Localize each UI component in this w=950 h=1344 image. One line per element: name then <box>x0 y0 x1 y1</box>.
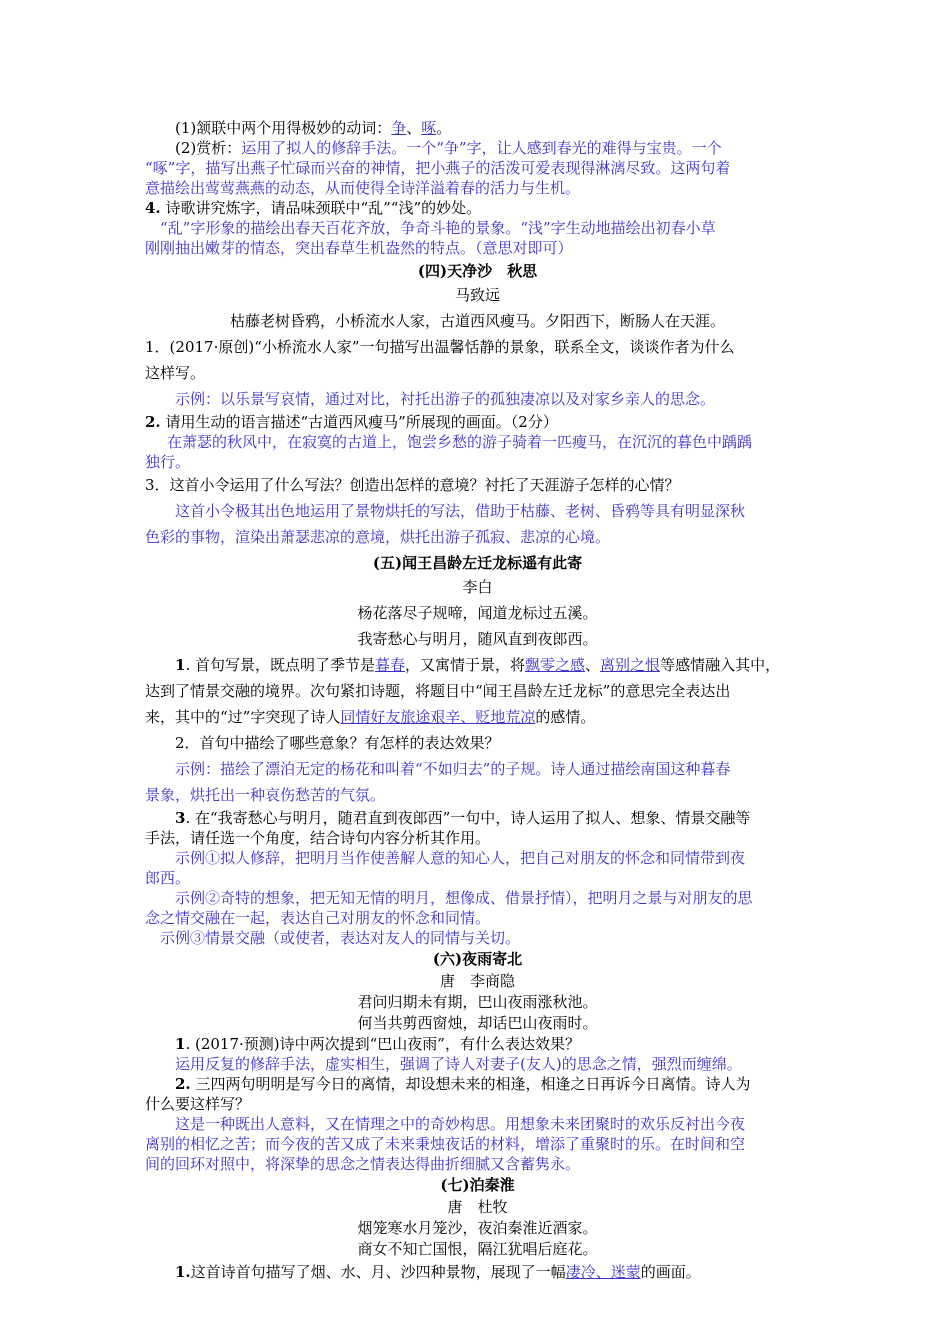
question-number: 2. <box>145 413 161 431</box>
separator: 、 <box>406 119 422 137</box>
poem-line: 商女不知亡国恨，隔江犹唱后庭花。 <box>357 1240 598 1258</box>
question-text <box>145 704 810 730</box>
answer-blank: 暮春 <box>374 656 405 674</box>
question-text: . (2017·预测)诗中两次提到“巴山夜雨”，有什么表达效果？ <box>185 1035 580 1053</box>
question-text: . 首句写景，既点明了季节是 <box>185 656 375 674</box>
answer-line: 独行。 <box>145 453 191 471</box>
answer-blank: 同情好友旅途艰辛、贬地荒凉 <box>340 708 536 726</box>
answer-line: “啄”字，描写出燕子忙碌而兴奋的神情，把小燕子的活泼可爱表现得淋漓尽致。这两句着 <box>145 159 731 177</box>
question-text: . 在“我寄愁心与明月，随君直到夜郎西”一句中，诗人运用了拟人、想象、情景交融等 <box>185 809 751 827</box>
question-text <box>145 1260 810 1284</box>
poem-author: 马致远 <box>454 286 500 304</box>
answer-text: 运用了拟人的修辞手法。一个“争”字，让人感到春光的难得与宝贵。一个 <box>241 139 722 157</box>
question-text: 等感情融入其中， <box>660 656 781 674</box>
question-4 <box>145 198 810 218</box>
question-text <box>145 652 810 678</box>
answer-line: 示例：以乐景写哀情，通过对比，衬托出游子的孤独凄凉以及对家乡亲人的思念。 <box>175 390 716 408</box>
question-number: 3 <box>175 809 186 827</box>
section-title: (六)夜雨寄北 <box>432 950 523 968</box>
question-text: 这样写。 <box>145 364 206 382</box>
answer-blank: 凄冷、迷蒙 <box>565 1263 641 1281</box>
document-page <box>145 118 810 1284</box>
poem-author: 李白 <box>462 578 493 596</box>
section-title: (五)闻王昌龄左迁龙标遥有此寄 <box>372 554 583 572</box>
question-text <box>145 1034 810 1054</box>
poem-line: 君问归期未有期，巴山夜雨涨秋池。 <box>357 993 598 1011</box>
poem-line: 杨花落尽子规啼，闻道龙标过五溪。 <box>357 604 598 622</box>
answer-verb-1: 争 <box>391 119 407 137</box>
question-text: 2．首句中描绘了哪些意象？有怎样的表达效果？ <box>175 734 500 752</box>
poem-text: 枯藤老树昏鸦，小桥流水人家，古道西风瘦马。夕阳西下，断肠人在天涯。 <box>229 312 725 330</box>
question-number: 1. <box>175 1263 191 1281</box>
answer-line: 念之情交融在一起，表达自己对朋友的怀念和同情。 <box>145 909 491 927</box>
question-text <box>145 808 810 828</box>
answer-line: 在萧瑟的秋风中，在寂寞的古道上，饱尝乡愁的游子骑着一匹瘦马，在沉沉的暮色中踽踽 <box>167 433 753 451</box>
answer-line: 意描绘出莺莺燕燕的动态，从而使得全诗洋溢着春的活力与生机。 <box>145 179 581 197</box>
answer-line: 示例：描绘了漂泊无定的杨花和叫着“不如归去”的子规。诗人通过描绘南国这种暮春 <box>175 760 731 778</box>
question-number: 1 <box>175 1035 186 1053</box>
question-3-1 <box>145 118 810 138</box>
question-text: 诗歌讲究炼字，请品味颈联中“乱”“浅”的妙处。 <box>160 199 482 217</box>
question-text: 来，其中的“过”字突现了诗人 <box>145 708 341 726</box>
answer-line: 刚刚抽出嫩芽的情态，突出春草生机盎然的特点。（意思对即可） <box>145 239 573 257</box>
section-title: (四)天净沙 秋思 <box>417 262 538 280</box>
question-text: 手法，请任选一个角度，结合诗句内容分析其作用。 <box>145 829 491 847</box>
question-text: 什么要这样写？ <box>145 1095 251 1113</box>
question-text: 的感情。 <box>535 708 596 726</box>
separator: 、 <box>585 656 601 674</box>
answer-blank: 飘零之感 <box>525 656 586 674</box>
question-text <box>145 1074 810 1094</box>
poem-author: 唐 李商隐 <box>439 972 515 990</box>
question-text: 的画面。 <box>640 1263 701 1281</box>
question-text: 请用生动的语言描述“古道西风瘦马”所展现的画面。（2分） <box>160 413 558 431</box>
question-label: (2)赏析： <box>175 139 242 157</box>
question-text: 达到了情景交融的境界。次句紧扣诗题，将题目中“闻王昌龄左迁龙标”的意思完全表达出 <box>145 682 731 700</box>
answer-line: 示例③情景交融（或使者，表达对友人的同情与关切。 <box>160 929 521 947</box>
question-text: 1．(2017·原创)“小桥流水人家”一句描写出温馨恬静的景象，联系全文，谈谈作者为什么 <box>145 338 735 356</box>
answer-line: 色彩的事物，渲染出萧瑟悲凉的意境，烘托出游子孤寂、悲凉的心境。 <box>145 528 611 546</box>
question-text: 3．这首小令运用了什么写法？创造出怎样的意境？衬托了天涯游子怎样的心情？ <box>145 476 680 494</box>
question-3-2 <box>145 138 810 158</box>
answer-blank: 离别之恨 <box>600 656 661 674</box>
question-number: 2. <box>175 1075 191 1093</box>
answer-line: 示例①拟人修辞，把明月当作使善解人意的知心人，把自己对朋友的怀念和同情带到夜 <box>175 849 746 867</box>
answer-verb-2: 啄 <box>421 119 437 137</box>
question-number: 4. <box>145 199 161 217</box>
answer-line: 景象，烘托出一种哀伤愁苦的气氛。 <box>145 786 386 804</box>
answer-line: 运用反复的修辞手法，虚实相生，强调了诗人对妻子(友人)的思念之情，强烈而缠绵。 <box>175 1055 742 1073</box>
answer-line: “乱”字形象的描绘出春天百花齐放，争奇斗艳的景象。“浅”字生动地描绘出初春小草 <box>160 219 716 237</box>
question-text: 这首诗首句描写了烟、水、月、沙四种景物，展现了一幅 <box>190 1263 566 1281</box>
answer-line: 这是一种既出人意料，又在情理之中的奇妙构思。用想象未来团聚时的欢乐反衬出今夜 <box>175 1115 746 1133</box>
section-title: (七)泊秦淮 <box>440 1176 515 1194</box>
poem-line: 我寄愁心与明月，随风直到夜郎西。 <box>357 630 598 648</box>
answer-line: 间的回环对照中，将深挚的思念之情表达得曲折细腻又含蓄隽永。 <box>145 1155 581 1173</box>
question-number: 1 <box>175 656 186 674</box>
poem-line: 何当共剪西窗烛，却话巴山夜雨时。 <box>357 1014 598 1032</box>
punctuation: 。 <box>436 119 452 137</box>
question-text: ，又寓情于景，将 <box>405 656 526 674</box>
poem-author: 唐 杜牧 <box>447 1198 508 1216</box>
answer-line: 离别的相忆之苦；而今夜的苦又成了未来秉烛夜话的材料，增添了重聚时的乐。在时间和空 <box>145 1135 746 1153</box>
question-label: (1)颔联中两个用得极妙的动词： <box>175 119 392 137</box>
question-text <box>145 412 810 432</box>
answer-line: 郎西。 <box>145 869 191 887</box>
poem-line: 烟笼寒水月笼沙，夜泊秦淮近酒家。 <box>357 1219 598 1237</box>
answer-line: 这首小令极其出色地运用了景物烘托的写法，借助于枯藤、老树、昏鸦等具有明显深秋 <box>175 502 746 520</box>
question-text: 三四两句明明是写今日的离情，却设想未来的相逢，相逢之日再诉今日离情。诗人为 <box>190 1075 751 1093</box>
answer-line: 示例②奇特的想象，把无知无情的明月，想像成、借景抒情），把明月之景与对朋友的思 <box>175 889 753 907</box>
